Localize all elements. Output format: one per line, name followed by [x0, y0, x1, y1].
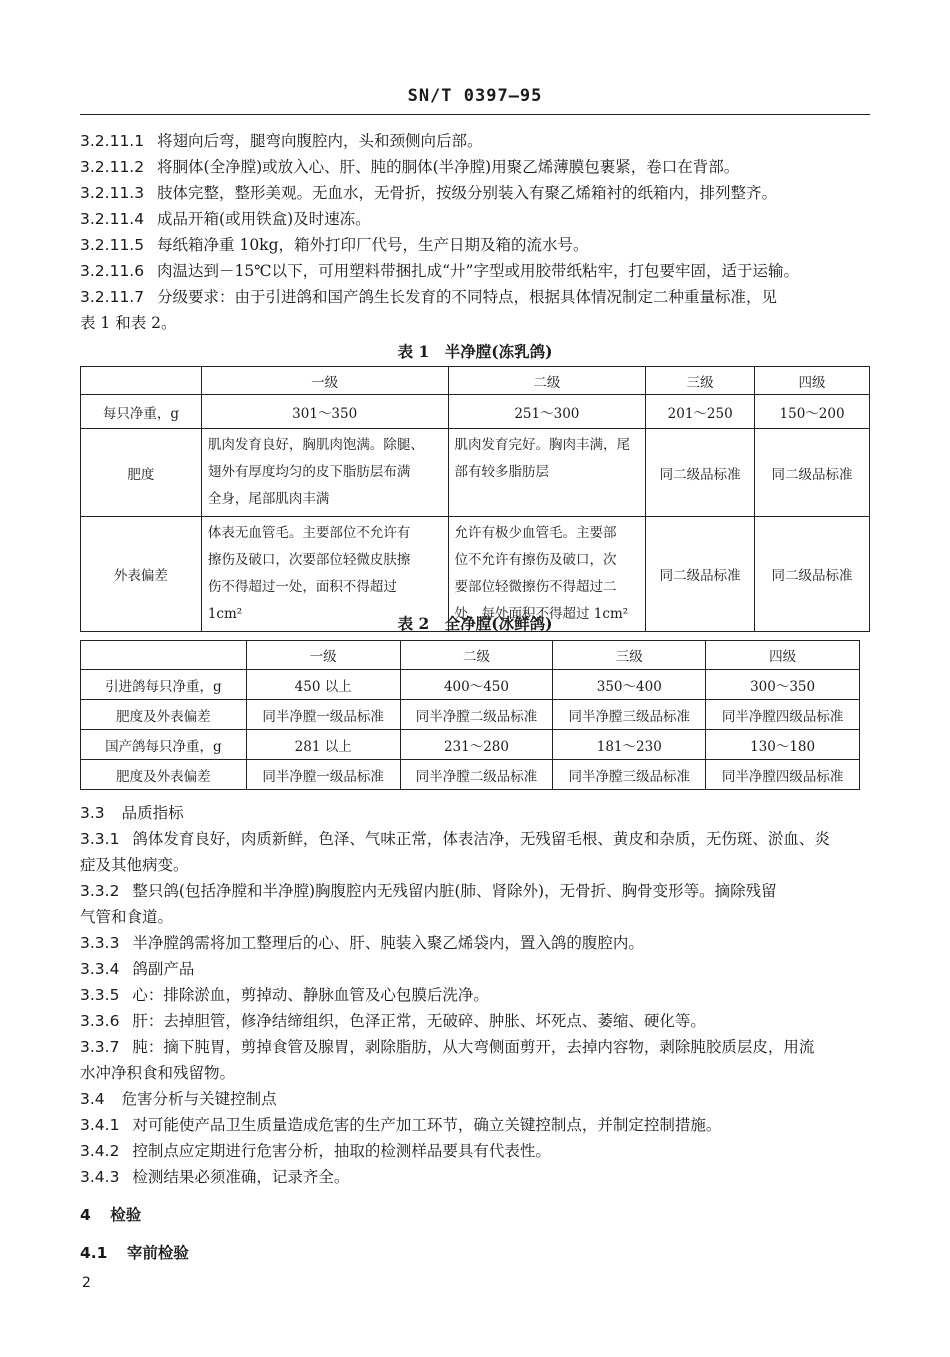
clause-number: 3.3.5	[80, 986, 120, 1004]
clause-text: 成品开箱(或用铁盒)及时速冻。	[157, 210, 371, 228]
table-cell: 201～250	[646, 395, 755, 429]
clause-number: 3.3.7	[80, 1038, 120, 1056]
table1-header-row	[81, 367, 870, 395]
table-cell: 251～300	[448, 395, 646, 429]
paragraph-3-2-11-4	[80, 208, 870, 230]
row-label: 肥度及外表偏差	[81, 700, 247, 730]
table-cell: 450 以上	[246, 670, 400, 700]
cell-line: 体表无血管毛。主要部位不允许有	[207, 525, 411, 541]
clause-text: 控制点应定期进行危害分析，抽取的检测样品要具有代表性。	[132, 1142, 551, 1160]
paragraph-3-4-1	[80, 1114, 870, 1136]
table-cell	[201, 429, 448, 517]
clause-text: 肢体完整，整形美观。无血水，无骨折，按级分别装入有聚乙烯箱衬的纸箱内，排列整齐。	[157, 184, 778, 202]
table1-header-grade3: 三级	[646, 367, 755, 395]
table2-header-grade4: 四级	[706, 641, 860, 670]
paragraph-3-2-11-7-continued: 表 1 和表 2。	[80, 314, 177, 332]
clause-text: 将翅向后弯，腿弯向腹腔内，头和颈侧向后部。	[157, 132, 483, 150]
cell-line: 要部位轻微擦伤不得超过二	[454, 579, 617, 595]
table-cell: 同半净膛四级品标准	[706, 700, 860, 730]
section-3-4-heading	[80, 1088, 870, 1110]
cell-line: 肌肉发育良好，胸肌肉饱满。除腿、	[207, 437, 424, 453]
paragraph-3-3-2-continued: 气管和食道。	[80, 908, 174, 926]
cell-line: 位不允许有擦伤及破口，次	[454, 552, 617, 568]
clause-text: 鸽副产品	[132, 960, 195, 978]
table-cell: 281 以上	[246, 730, 400, 760]
paragraph-3-3-7	[80, 1036, 870, 1058]
table-row	[81, 670, 860, 700]
clause-number: 3.2.11.4	[80, 210, 145, 228]
clause-number: 3.3.4	[80, 960, 120, 978]
clause-number: 3.3.2	[80, 882, 120, 900]
section-3-3-heading	[80, 802, 870, 824]
clause-number: 3.2.11.3	[80, 184, 145, 202]
clause-number: 3.4.2	[80, 1142, 120, 1160]
paragraph-3-2-11-1	[80, 130, 870, 152]
table-cell: 同半净膛一级品标准	[246, 700, 400, 730]
paragraph-3-2-11-6	[80, 260, 870, 282]
section-4-1-heading	[80, 1242, 870, 1264]
table-cell: 同二级品标准	[755, 517, 870, 632]
row-label: 每只净重，g	[81, 395, 202, 429]
cell-line: 擦伤及破口，次要部位轻微皮肤擦	[207, 552, 411, 568]
paragraph-3-3-2	[80, 880, 870, 902]
table-cell: 301～350	[201, 395, 448, 429]
clause-number: 3.2.11.2	[80, 158, 145, 176]
clause-number: 3.3.3	[80, 934, 120, 952]
clause-text: 对可能使产品卫生质量造成危害的生产加工环节，确立关键控制点，并制定控制措施。	[132, 1116, 722, 1134]
table-row	[81, 429, 870, 517]
table2-caption: 表 2 全净膛(冰鲜鸽)	[397, 614, 553, 633]
clause-text: 检测结果必须准确，记录齐全。	[132, 1168, 350, 1186]
table-cell: 同半净膛一级品标准	[246, 760, 400, 790]
table-cell	[448, 429, 646, 517]
paragraph-3-2-11-7	[80, 286, 870, 308]
clause-text: 整只鸽(包括净膛和半净膛)胸腹腔内无残留内脏(肺、肾除外)，无骨折、胸骨变形等。摘除残留	[132, 882, 777, 900]
table-cell: 同半净膛四级品标准	[706, 760, 860, 790]
row-label: 引进鸽每只净重，g	[81, 670, 247, 700]
header-rule	[80, 114, 870, 115]
page-number: 2	[82, 1275, 91, 1291]
section-number: 4	[80, 1206, 91, 1224]
paragraph-3-4-2	[80, 1140, 870, 1162]
document-code-header: SN/T 0397—95	[407, 86, 543, 106]
table-cell: 同半净膛三级品标准	[553, 700, 706, 730]
clause-text: 分级要求：由于引进鸽和国产鸽生长发育的不同特点，根据具体情况制定二种重量标准，见	[157, 288, 778, 306]
cell-line: 部有较多脂肪层	[454, 464, 549, 480]
paragraph-3-3-7-continued: 水冲净积食和残留物。	[80, 1064, 236, 1082]
cell-line: 肌肉发育完好。胸肉丰满，尾	[454, 437, 630, 453]
paragraph-3-3-5	[80, 984, 870, 1006]
cell-line: 1cm²	[207, 606, 243, 622]
table-cell: 231～280	[400, 730, 553, 760]
cell-line: 翅外有厚度均匀的皮下脂肪层布满	[207, 464, 411, 480]
table-cell: 同二级品标准	[755, 429, 870, 517]
row-label: 国产鸽每只净重，g	[81, 730, 247, 760]
row-label: 外表偏差	[81, 517, 202, 632]
table-cell: 150～200	[755, 395, 870, 429]
clause-text: 危害分析与关键控制点	[121, 1090, 277, 1108]
paragraph-3-3-6	[80, 1010, 870, 1032]
clause-text: 半净膛鸽需将加工整理后的心、肝、肫装入聚乙烯袋内，置入鸽的腹腔内。	[132, 934, 644, 952]
table1	[80, 366, 870, 632]
table2-header-row	[81, 641, 860, 670]
clause-number: 3.2.11.5	[80, 236, 145, 254]
clause-number: 3.4	[80, 1090, 105, 1108]
section-title: 检验	[110, 1206, 142, 1224]
table-row	[81, 395, 870, 429]
table-row	[81, 700, 860, 730]
table1-caption: 表 1 半净膛(冻乳鸽)	[397, 342, 553, 361]
paragraph-3-2-11-5	[80, 234, 870, 256]
clause-number: 3.2.11.7	[80, 288, 145, 306]
clause-number: 3.3.6	[80, 1012, 120, 1030]
table2	[80, 640, 860, 790]
clause-text: 每纸箱净重 10kg，箱外打印厂代号，生产日期及箱的流水号。	[157, 236, 589, 254]
section-4-heading	[80, 1204, 870, 1226]
clause-text: 心：排除淤血，剪掉动、静脉血管及心包膜后洗净。	[132, 986, 489, 1004]
clause-text: 肝：去掉胆管，修净结缔组织，色泽正常，无破碎、肿胀、坏死点、萎缩、硬化等。	[132, 1012, 706, 1030]
table-cell: 400～450	[400, 670, 553, 700]
cell-line: 允许有极少血管毛。主要部	[454, 525, 617, 541]
table-row	[81, 760, 860, 790]
paragraph-3-3-1-continued: 症及其他病变。	[80, 856, 189, 874]
table-cell: 130～180	[706, 730, 860, 760]
table-cell: 同半净膛二级品标准	[400, 760, 553, 790]
clause-text: 将胴体(全净膛)或放入心、肝、肫的胴体(半净膛)用聚乙烯薄膜包裹紧，卷口在背部。	[157, 158, 740, 176]
paragraph-3-4-3	[80, 1166, 870, 1188]
paragraph-3-2-11-3	[80, 182, 870, 204]
clause-number: 3.3	[80, 804, 105, 822]
table-cell: 同二级品标准	[646, 429, 755, 517]
table2-header-empty	[81, 641, 247, 670]
clause-number: 3.3.1	[80, 830, 120, 848]
clause-number: 3.2.11.6	[80, 262, 145, 280]
cell-line: 处，每处面积不得超过 1cm²	[454, 606, 629, 622]
paragraph-3-3-3	[80, 932, 870, 954]
table-row	[81, 730, 860, 760]
table-cell: 350～400	[553, 670, 706, 700]
cell-line: 全身，尾部肌肉丰满	[207, 491, 330, 507]
clause-number: 3.4.1	[80, 1116, 120, 1134]
table-cell: 300～350	[706, 670, 860, 700]
table1-header-empty	[81, 367, 202, 395]
table-cell: 同二级品标准	[646, 517, 755, 632]
clause-number: 3.2.11.1	[80, 132, 145, 150]
cell-line: 伤不得超过一处，面积不得超过	[207, 579, 397, 595]
row-label: 肥度及外表偏差	[81, 760, 247, 790]
section-title: 宰前检验	[126, 1244, 189, 1262]
table-cell: 181～230	[553, 730, 706, 760]
table2-header-grade2: 二级	[400, 641, 553, 670]
clause-text: 肫：摘下肫胃，剪掉食管及腺胃，剥除脂肪，从大弯侧面剪开，去掉内容物，剥除肫胶质层皮，用流	[132, 1038, 815, 1056]
table1-header-grade1: 一级	[201, 367, 448, 395]
table2-header-grade1: 一级	[246, 641, 400, 670]
paragraph-3-3-4	[80, 958, 870, 980]
table1-header-grade4: 四级	[755, 367, 870, 395]
section-number: 4.1	[80, 1244, 108, 1262]
table-cell: 同半净膛二级品标准	[400, 700, 553, 730]
paragraph-3-2-11-2	[80, 156, 870, 178]
table1-header-grade2: 二级	[448, 367, 646, 395]
table-cell: 同半净膛三级品标准	[553, 760, 706, 790]
clause-text: 品质指标	[121, 804, 184, 822]
table2-header-grade3: 三级	[553, 641, 706, 670]
clause-number: 3.4.3	[80, 1168, 120, 1186]
clause-text: 肉温达到－15℃以下，可用塑料带捆扎成“廾”字型或用胶带纸粘牢，打包要牢固，适于运输。	[157, 262, 799, 280]
row-label: 肥度	[81, 429, 202, 517]
paragraph-3-3-1	[80, 828, 870, 850]
clause-text: 鸽体发育良好，肉质新鲜，色泽、气味正常，体表洁净，无残留毛根、黄皮和杂质，无伤斑、淤血、炎	[132, 830, 830, 848]
